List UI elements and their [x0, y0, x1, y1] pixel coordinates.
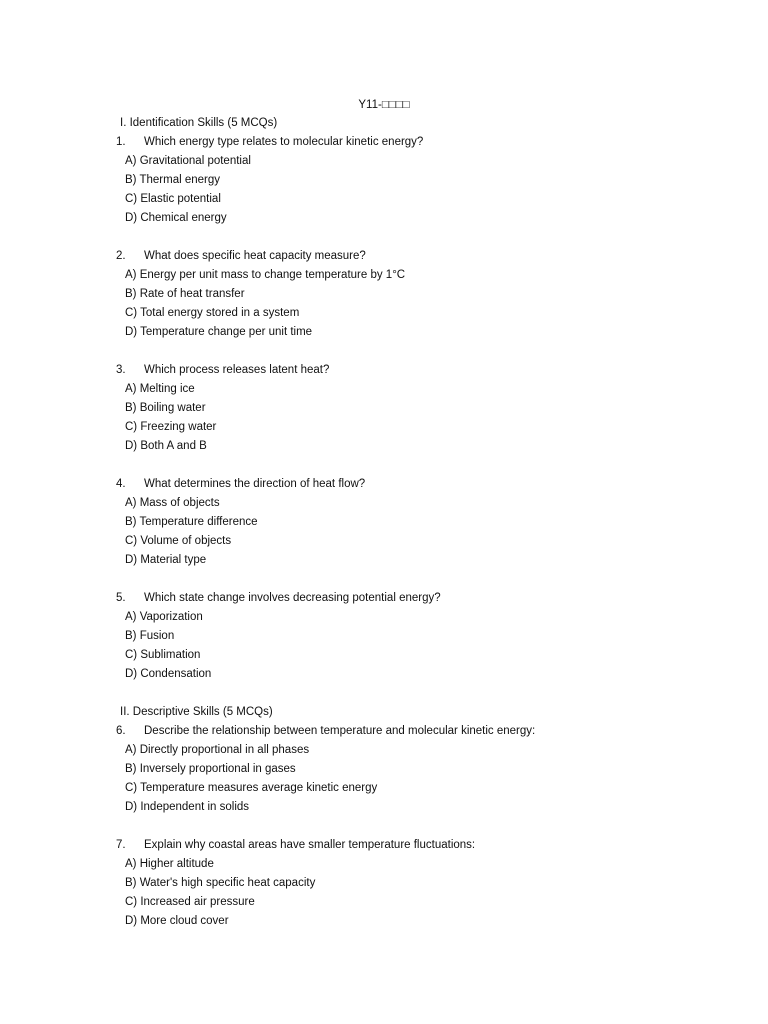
question-number: 7. — [116, 839, 126, 851]
question-2 — [116, 247, 716, 266]
blank-line — [116, 817, 716, 836]
question-number: 1. — [116, 136, 126, 148]
question-number: 2. — [116, 250, 126, 262]
option-a: A) Vaporization — [125, 611, 203, 623]
option-c: C) Volume of objects — [125, 535, 232, 547]
question-4 — [116, 475, 716, 494]
question-7 — [116, 836, 716, 855]
option-d: D) Material type — [125, 554, 207, 566]
question-6 — [116, 722, 716, 741]
option-d: D) Condensation — [125, 668, 212, 680]
question-text: Describe the relationship between temperature and molecular kinetic energy: — [144, 725, 536, 737]
question-text: Which process releases latent heat? — [144, 364, 330, 376]
option-c: C) Total energy stored in a system — [125, 307, 300, 319]
document-title: Y11-□□□□ — [358, 99, 410, 111]
option-a: A) Mass of objects — [125, 497, 220, 509]
option-c: C) Freezing water — [125, 421, 217, 433]
option-b: B) Boiling water — [125, 402, 206, 414]
option-d: D) Independent in solids — [125, 801, 250, 813]
option-d: D) Both A and B — [125, 440, 207, 452]
question-text: Explain why coastal areas have smaller temperature fluctuations: — [144, 839, 476, 851]
question-5 — [116, 589, 716, 608]
option-c: C) Sublimation — [125, 649, 201, 661]
option-b: B) Fusion — [125, 630, 175, 642]
option-b: B) Temperature difference — [125, 516, 258, 528]
question-text: Which energy type relates to molecular kinetic energy? — [144, 136, 424, 148]
blank-line — [116, 684, 716, 703]
document-body — [116, 114, 716, 931]
option-d: D) Chemical energy — [125, 212, 227, 224]
option-b: B) Rate of heat transfer — [125, 288, 245, 300]
question-text: Which state change involves decreasing potential energy? — [144, 592, 441, 604]
question-text: What determines the direction of heat flow? — [144, 478, 366, 490]
option-c: C) Elastic potential — [125, 193, 221, 205]
question-text: What does specific heat capacity measure? — [144, 250, 366, 262]
option-b: B) Thermal energy — [125, 174, 221, 186]
option-d: D) Temperature change per unit time — [125, 326, 313, 338]
option-d: D) More cloud cover — [125, 915, 229, 927]
option-a: A) Directly proportional in all phases — [125, 744, 310, 756]
option-a: A) Higher altitude — [125, 858, 214, 870]
question-number: 5. — [116, 592, 126, 604]
question-number: 6. — [116, 725, 126, 737]
option-b: B) Water's high specific heat capacity — [125, 877, 316, 889]
blank-line — [116, 456, 716, 475]
option-c: C) Increased air pressure — [125, 896, 255, 908]
option-a: A) Energy per unit mass to change temperature by 1°C — [125, 269, 406, 281]
blank-line — [116, 570, 716, 589]
question-number: 3. — [116, 364, 126, 376]
blank-line — [116, 342, 716, 361]
section-heading: I. Identification Skills (5 MCQs) — [120, 117, 278, 129]
option-a: A) Melting ice — [125, 383, 195, 395]
option-c: C) Temperature measures average kinetic energy — [125, 782, 378, 794]
blank-line — [116, 228, 716, 247]
section-heading: II. Descriptive Skills (5 MCQs) — [120, 706, 273, 718]
option-a: A) Gravitational potential — [125, 155, 251, 167]
question-number: 4. — [116, 478, 126, 490]
question-3 — [116, 361, 716, 380]
option-b: B) Inversely proportional in gases — [125, 763, 296, 775]
question-1 — [116, 133, 716, 152]
